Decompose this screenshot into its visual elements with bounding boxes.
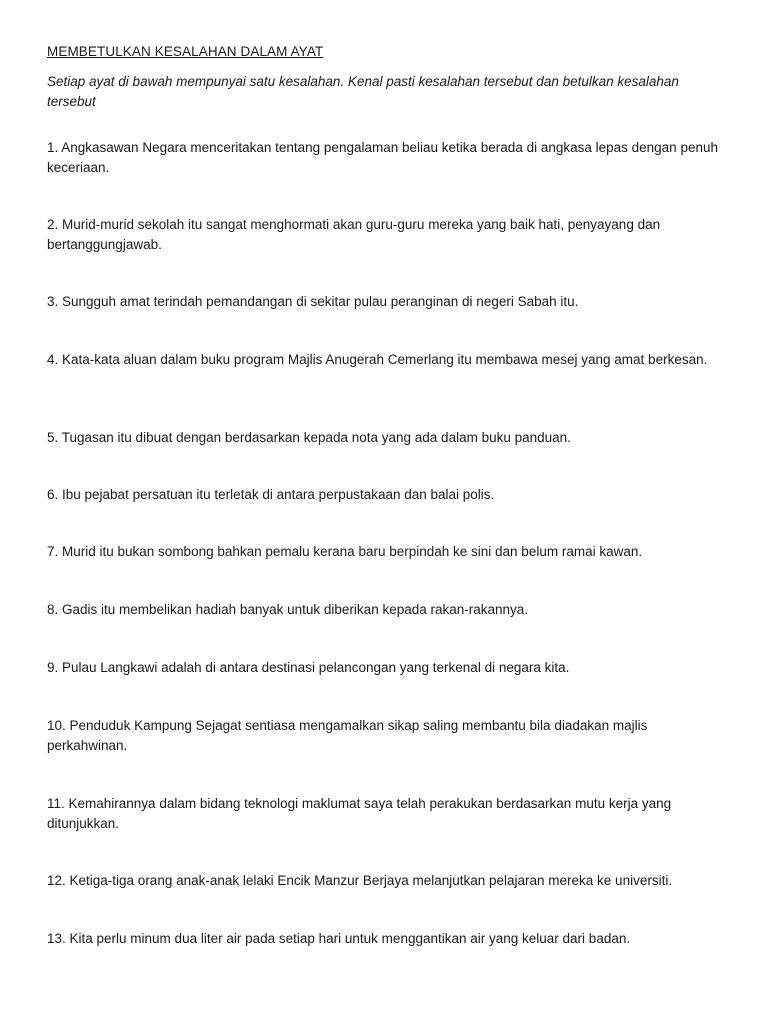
- instruction-text: Setiap ayat di bawah mempunyai satu kesalahan. Kenal pasti kesalahan tersebut dan betulkan kesalahan tersebut: [47, 74, 679, 109]
- question-item: 3. Sungguh amat terindah pemandangan di sekitar pulau peranginan di negeri Sabah itu.: [47, 294, 579, 309]
- question-item: 9. Pulau Langkawi adalah di antara destinasi pelancongan yang terkenal di negara kita.: [47, 660, 570, 675]
- question-item: 4. Kata-kata aluan dalam buku program Majlis Anugerah Cemerlang itu membawa mesej yang amat berkesan.: [47, 352, 708, 367]
- question-item: 5. Tugasan itu dibuat dengan berdasarkan kepada nota yang ada dalam buku panduan.: [47, 430, 571, 445]
- page-title: MEMBETULKAN KESALAHAN DALAM AYAT: [47, 44, 324, 59]
- question-item: 13. Kita perlu minum dua liter air pada setiap hari untuk menggantikan air yang keluar dari badan.: [47, 931, 631, 946]
- question-item: 6. Ibu pejabat persatuan itu terletak di antara perpustakaan dan balai polis.: [47, 487, 495, 502]
- question-item: 7. Murid itu bukan sombong bahkan pemalu kerana baru berpindah ke sini dan belum ramai kawan.: [47, 544, 643, 559]
- question-item: 8. Gadis itu membelikan hadiah banyak untuk diberikan kepada rakan-rakannya.: [47, 602, 529, 617]
- question-item: 2. Murid-murid sekolah itu sangat menghormati akan guru-guru mereka yang baik hati, penyayang dan bertanggungjawab.: [47, 217, 661, 252]
- question-item: 12. Ketiga-tiga orang anak-anak lelaki Encik Manzur Berjaya melanjutkan pelajaran mereka ke universiti.: [47, 873, 673, 888]
- question-item: 10. Penduduk Kampung Sejagat sentiasa mengamalkan sikap saling membantu bila diadakan majlis perkahwinan.: [47, 718, 648, 753]
- question-item: 1. Angkasawan Negara menceritakan tentang pengalaman beliau ketika berada di angkasa lepas dengan penuh keceriaan.: [47, 140, 718, 175]
- question-item: 11. Kemahirannya dalam bidang teknologi maklumat saya telah perakukan berdasarkan mutu kerja yang ditunjukkan.: [47, 796, 672, 831]
